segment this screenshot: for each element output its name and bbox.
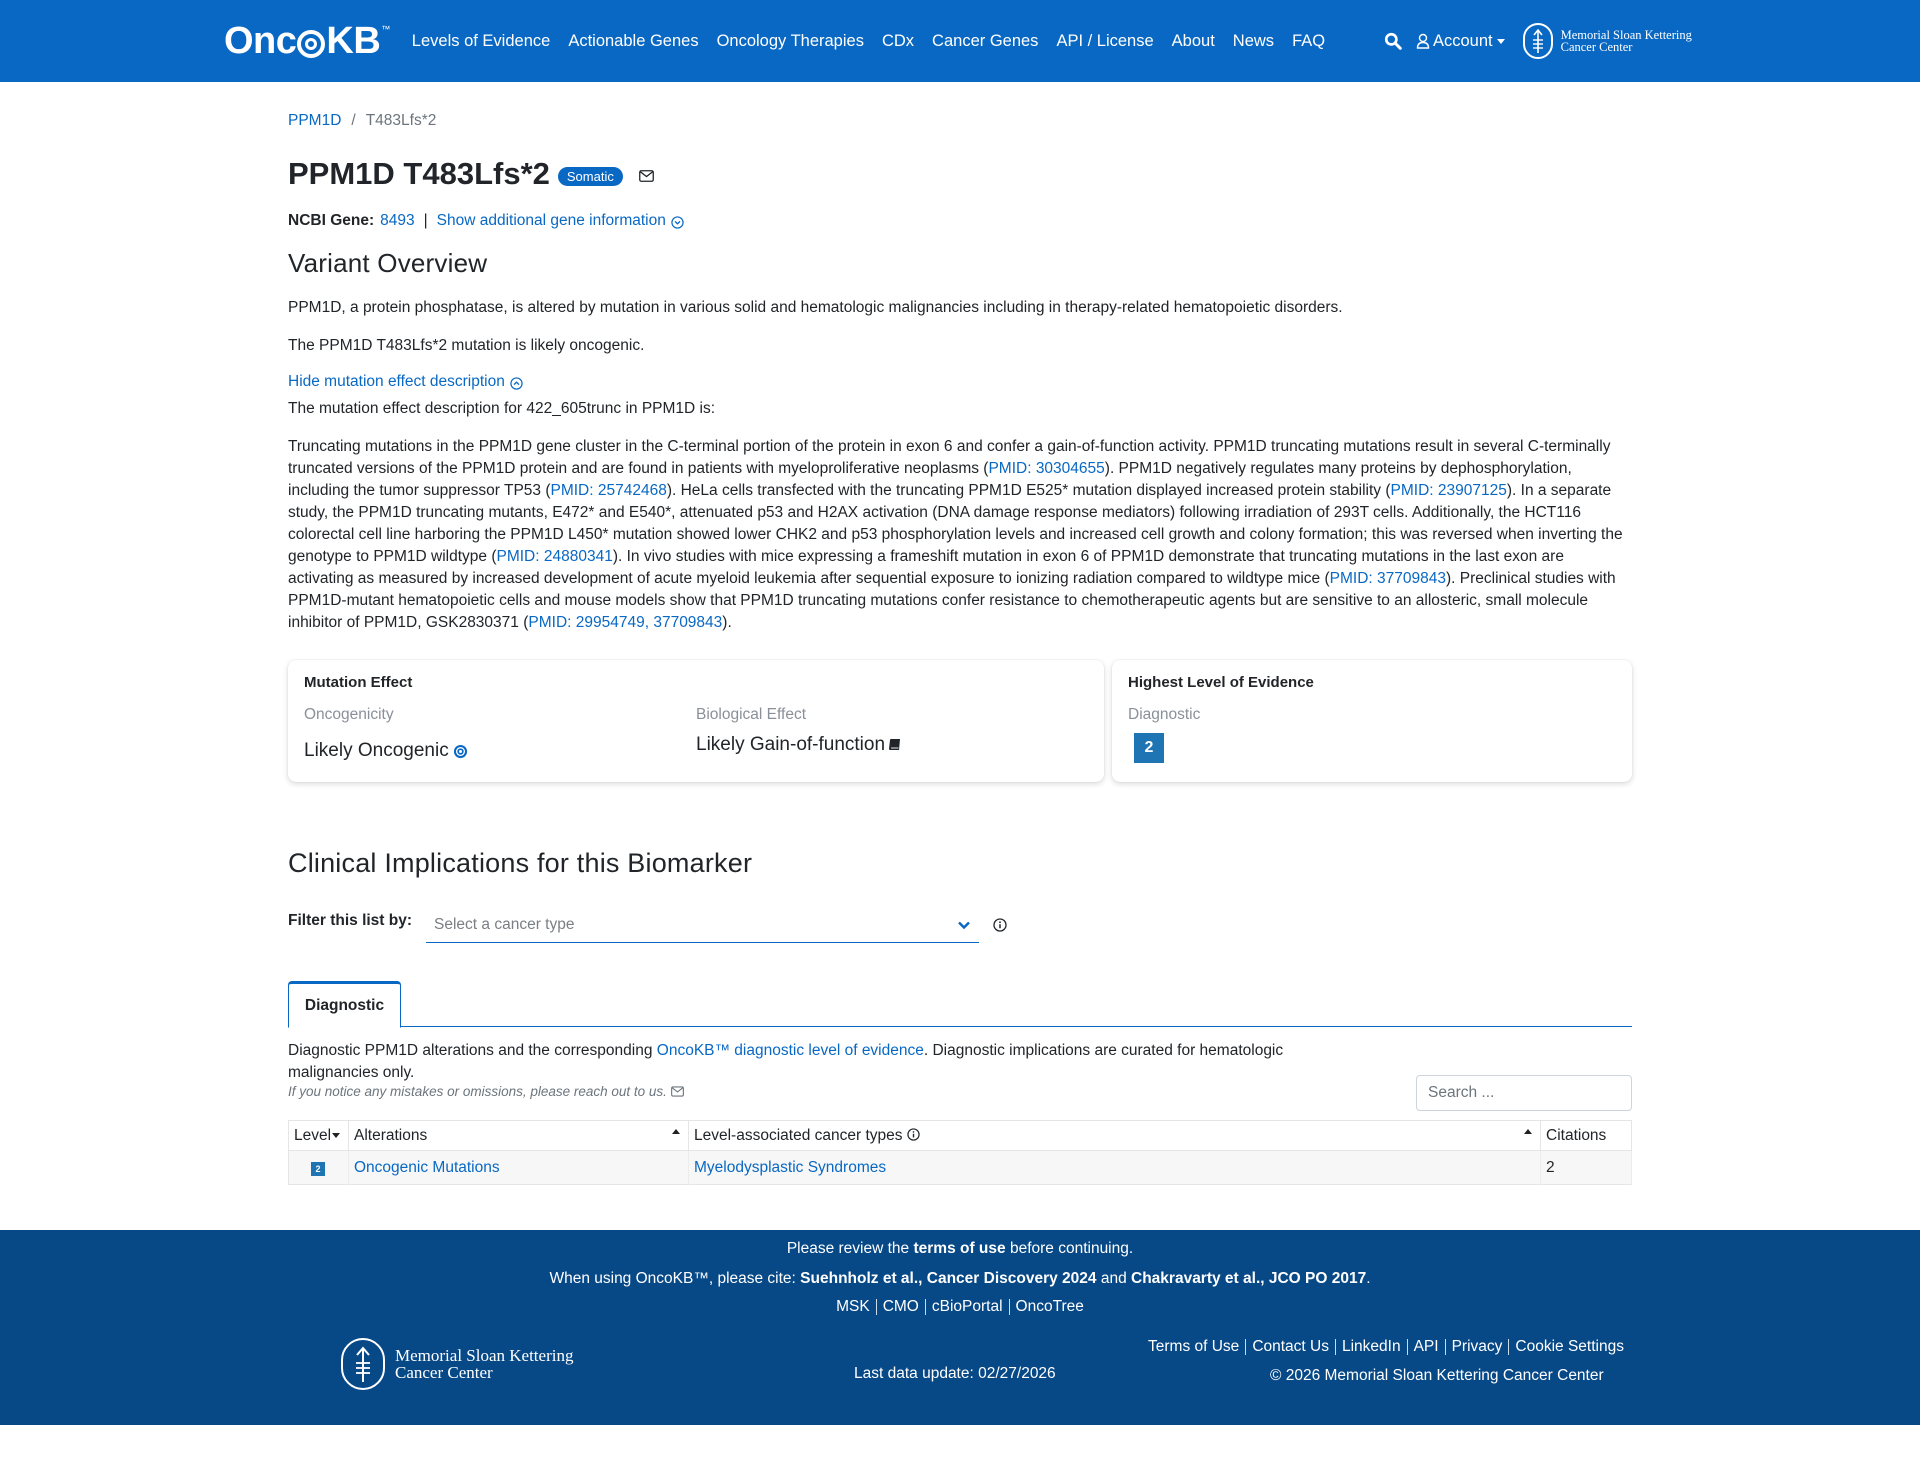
caret-down-icon (1497, 39, 1505, 44)
evidence-tabs (288, 981, 1632, 1027)
copyright: © 2026 Memorial Sloan Kettering Cancer Center (1270, 1367, 1604, 1384)
logo-text-start: Onc (224, 20, 297, 62)
citation-link-1[interactable]: Suehnholz et al., Cancer Discovery 2024 (800, 1270, 1097, 1287)
link-privacy[interactable]: Privacy (1451, 1338, 1503, 1355)
link-contact-us[interactable]: Contact Us (1252, 1338, 1329, 1355)
card-title: Highest Level of Evidence (1128, 674, 1314, 691)
pmid-link[interactable]: PMID: 23907125 (1390, 482, 1507, 499)
breadcrumb-separator: / (351, 112, 356, 129)
nav-actionable-genes[interactable]: Actionable Genes (568, 31, 699, 50)
nav-cancer-genes[interactable]: Cancer Genes (932, 31, 1039, 50)
feedback-row (288, 1084, 1632, 1111)
show-gene-info-label: Show additional gene information (436, 212, 666, 229)
variant-overview-heading: Variant Overview (288, 248, 488, 278)
select-placeholder: Select a cancer type (434, 915, 575, 933)
hide-mutation-effect-toggle[interactable] (288, 373, 1632, 391)
pmid-link[interactable]: PMID: 30304655 (988, 460, 1105, 477)
footer-right-links (1148, 1338, 1624, 1356)
nav-oncology-therapies[interactable]: Oncology Therapies (716, 31, 864, 50)
citation-notice: When using OncoKB™, please cite: Suehnholz et al., Cancer Discovery 2024 and Chakravarty et al., JCO PO 2017. (549, 1270, 1371, 1287)
mutation-effect-card (288, 660, 1104, 782)
level-cell (289, 1151, 349, 1185)
link-cookie-settings[interactable]: Cookie Settings (1515, 1338, 1624, 1355)
cancer-type-link[interactable]: Myelodysplastic Syndromes (694, 1158, 887, 1176)
chevron-up-circle-icon (510, 377, 523, 390)
footer (0, 1230, 1920, 1425)
title-row (288, 156, 1632, 192)
nav-right (1384, 0, 1692, 82)
level-2-icon: 2 (311, 1162, 325, 1176)
pmid-link[interactable]: PMID: 25742468 (550, 482, 667, 499)
account-label: Account (1433, 31, 1493, 50)
page-title: PPM1D T483Lfs*2 (288, 156, 550, 191)
alteration-cell (349, 1151, 689, 1185)
likely-oncogenic-icon (453, 744, 468, 759)
sort-desc-icon (332, 1133, 340, 1138)
chevron-down-icon (957, 920, 971, 930)
main-content (288, 112, 1632, 1185)
implications-table (288, 1120, 1632, 1185)
ncbi-label: NCBI Gene: (288, 212, 375, 229)
link-oncotree[interactable]: OncoTree (1015, 1298, 1084, 1315)
pmid-link[interactable]: PMID: 29954749, 37709843 (528, 614, 723, 631)
cancer-type-select[interactable] (426, 907, 979, 943)
col-cancer-types[interactable]: Level-associated cancer types (689, 1121, 1541, 1151)
oncokb-logo[interactable] (224, 22, 390, 60)
logo-text-end: KB (326, 20, 381, 62)
col-level[interactable]: Level (289, 1121, 349, 1151)
diagnostic-level-link[interactable]: OncoKB™ diagnostic level of evidence (656, 1042, 924, 1059)
citations-cell[interactable]: 2 (1541, 1151, 1632, 1185)
biological-effect-value: Likely Gain-of-function (696, 734, 1088, 756)
breadcrumb-gene-link[interactable]: PPM1D (288, 112, 342, 129)
highest-level-card (1112, 660, 1632, 782)
nav-faq[interactable]: FAQ (1292, 31, 1326, 50)
level-2-badge[interactable]: 2 (1134, 733, 1164, 763)
cancer-type-cell (689, 1151, 1541, 1185)
account-dropdown[interactable] (1416, 32, 1505, 51)
gene-info (288, 212, 1632, 230)
link-cbioportal[interactable]: cBioPortal (931, 1298, 1003, 1315)
sort-asc-icon (672, 1129, 680, 1134)
ncbi-gene-link[interactable]: 8493 (380, 212, 415, 229)
link-terms-of-use[interactable]: Terms of Use (1148, 1338, 1240, 1355)
citation-link-2[interactable]: Chakravarty et al., JCO PO 2017 (1131, 1270, 1367, 1287)
chevron-down-circle-icon (671, 216, 684, 229)
mail-icon[interactable] (671, 1086, 684, 1097)
link-msk[interactable]: MSK (836, 1298, 870, 1315)
msk-logo[interactable] (1523, 23, 1692, 59)
target-logo-icon (297, 30, 325, 58)
link-api[interactable]: API (1413, 1338, 1439, 1355)
oncogenicity-label: Oncogenicity (304, 706, 394, 723)
terms-notice: Please review the terms of use before continuing. (786, 1240, 1134, 1257)
tab-description: Diagnostic PPM1D alterations and the corresponding OncoKB™ diagnostic level of evidence. Diagnostic implications are curated for hematologic malignancies only. (288, 1042, 1284, 1081)
user-icon (1416, 33, 1430, 49)
mutation-effect-description: Truncating mutations in the PPM1D gene cluster in the C-terminal portion of the protein in exon 6 and confer a gain-of-function activity. PPM1D truncating mutations result in several C-terminally truncated versions of the PPM1D protein and are found in patients with myeloproliferative neoplasms (PMID: 30304655). PPM1D negatively regulates many proteins by dephosphorylation, including the tumor suppressor TP53 (PMID: 25742468). HeLa cells transfected with the truncating PPM1D E525* mutation displayed increased protein stability (PMID: 23907125). In a separate study, the PPM1D truncating mutants, E472* and E540*, attenuated p53 and H2AX activation (DNA damage response mediators) following irradiation of 293T cells. Additionally, the HCT116 colorectal cell line harboring the PPM1D L450* mutation showed lower CHK2 and p53 phosphorylation levels and increased cell growth and colony formation; this was reversed when inverting the genotype to PPM1D wildtype (PMID: 24880341). In vivo studies with mice expressing a frameshift mutation in exon 6 of PPM1D demonstrate that truncating mutations in the last exon are activating as measured by increased development of acute myeloid leukemia after sequential exposure to ionizing radiation compared to wildtype mice (PMID: 37709843). Preclinical studies with PPM1D-mutant hematopoietic cells and mouse models show that PPM1D truncating mutations confer resistance to chemotherapeutic agents but are sensitive to an allosteric, small molecule inhibitor of PPM1D, GSK2830371 (PMID: 29954749, 37709843). (288, 438, 1623, 631)
col-citations[interactable]: Citations (1541, 1121, 1632, 1151)
msk-emblem-icon (341, 1338, 385, 1390)
msk-logo-text: Memorial Sloan Kettering Cancer Center (1560, 28, 1692, 54)
tab-diagnostic[interactable]: Diagnostic (288, 981, 401, 1028)
clinical-implications-heading: Clinical Implications for this Biomarker (288, 848, 753, 878)
toggle-label: Hide mutation effect description (288, 373, 505, 390)
last-data-update: Last data update: 02/27/2026 (854, 1365, 1056, 1382)
pmid-link[interactable]: PMID: 24880341 (496, 548, 613, 565)
book-icon[interactable] (888, 738, 901, 752)
nav-about[interactable]: About (1171, 31, 1215, 50)
table-row (289, 1151, 1632, 1185)
alteration-link[interactable]: Oncogenic Mutations (354, 1158, 500, 1176)
link-cmo[interactable]: CMO (882, 1298, 919, 1315)
info-icon[interactable] (993, 918, 1007, 932)
filter-label: Filter this list by: (288, 912, 413, 929)
nav-links (412, 32, 1343, 51)
pmid-link[interactable]: PMID: 37709843 (1329, 570, 1446, 587)
summary-cards (288, 660, 1632, 782)
nav-cdx[interactable]: CDx (881, 31, 915, 50)
biological-effect-label: Biological Effect (696, 706, 806, 723)
logo-trademark: ™ (381, 24, 390, 34)
top-navbar (0, 0, 1920, 82)
msk-emblem-icon (1523, 23, 1553, 59)
nav-news[interactable]: News (1232, 31, 1275, 50)
pipe-separator: | (423, 212, 428, 229)
info-icon[interactable] (907, 1128, 920, 1141)
card-title: Mutation Effect (304, 674, 413, 691)
nav-levels-of-evidence[interactable]: Levels of Evidence (411, 31, 551, 50)
nav-api-license[interactable]: API / License (1056, 31, 1154, 50)
footer-msk-logo[interactable] (341, 1338, 573, 1390)
link-linkedin[interactable]: LinkedIn (1341, 1338, 1401, 1355)
breadcrumb (288, 112, 1632, 130)
terms-of-use-link[interactable]: terms of use (913, 1240, 1006, 1257)
gene-summary: PPM1D, a protein phosphatase, is altered by mutation in various solid and hematologic malignancies including in therapy-related hematopoietic disorders. (288, 299, 1343, 316)
filter-row (288, 907, 1632, 943)
search-placeholder: Search ... (1428, 1084, 1495, 1101)
sort-asc-icon (1524, 1129, 1532, 1134)
mail-icon[interactable] (639, 170, 654, 182)
feedback-note: If you notice any mistakes or omissions, please reach out to us. (288, 1084, 684, 1099)
breadcrumb-current: T483Lfs*2 (365, 112, 437, 129)
search-icon[interactable] (1384, 32, 1402, 50)
partner-links (0, 1298, 1920, 1316)
msk-logo-text: Memorial Sloan Kettering Cancer Center (395, 1346, 574, 1382)
show-gene-info-link[interactable] (437, 212, 684, 230)
table-search-input[interactable] (1416, 1075, 1632, 1111)
somatic-badge: Somatic (558, 167, 623, 186)
col-alterations[interactable]: Alterations (349, 1121, 689, 1151)
oncogenicity-value: Likely Oncogenic (304, 740, 696, 762)
level-category-label: Diagnostic (1128, 706, 1201, 723)
effect-intro: The mutation effect description for 422_605trunc in PPM1D is: (288, 400, 716, 417)
variant-summary: The PPM1D T483Lfs*2 mutation is likely oncogenic. (288, 337, 645, 354)
